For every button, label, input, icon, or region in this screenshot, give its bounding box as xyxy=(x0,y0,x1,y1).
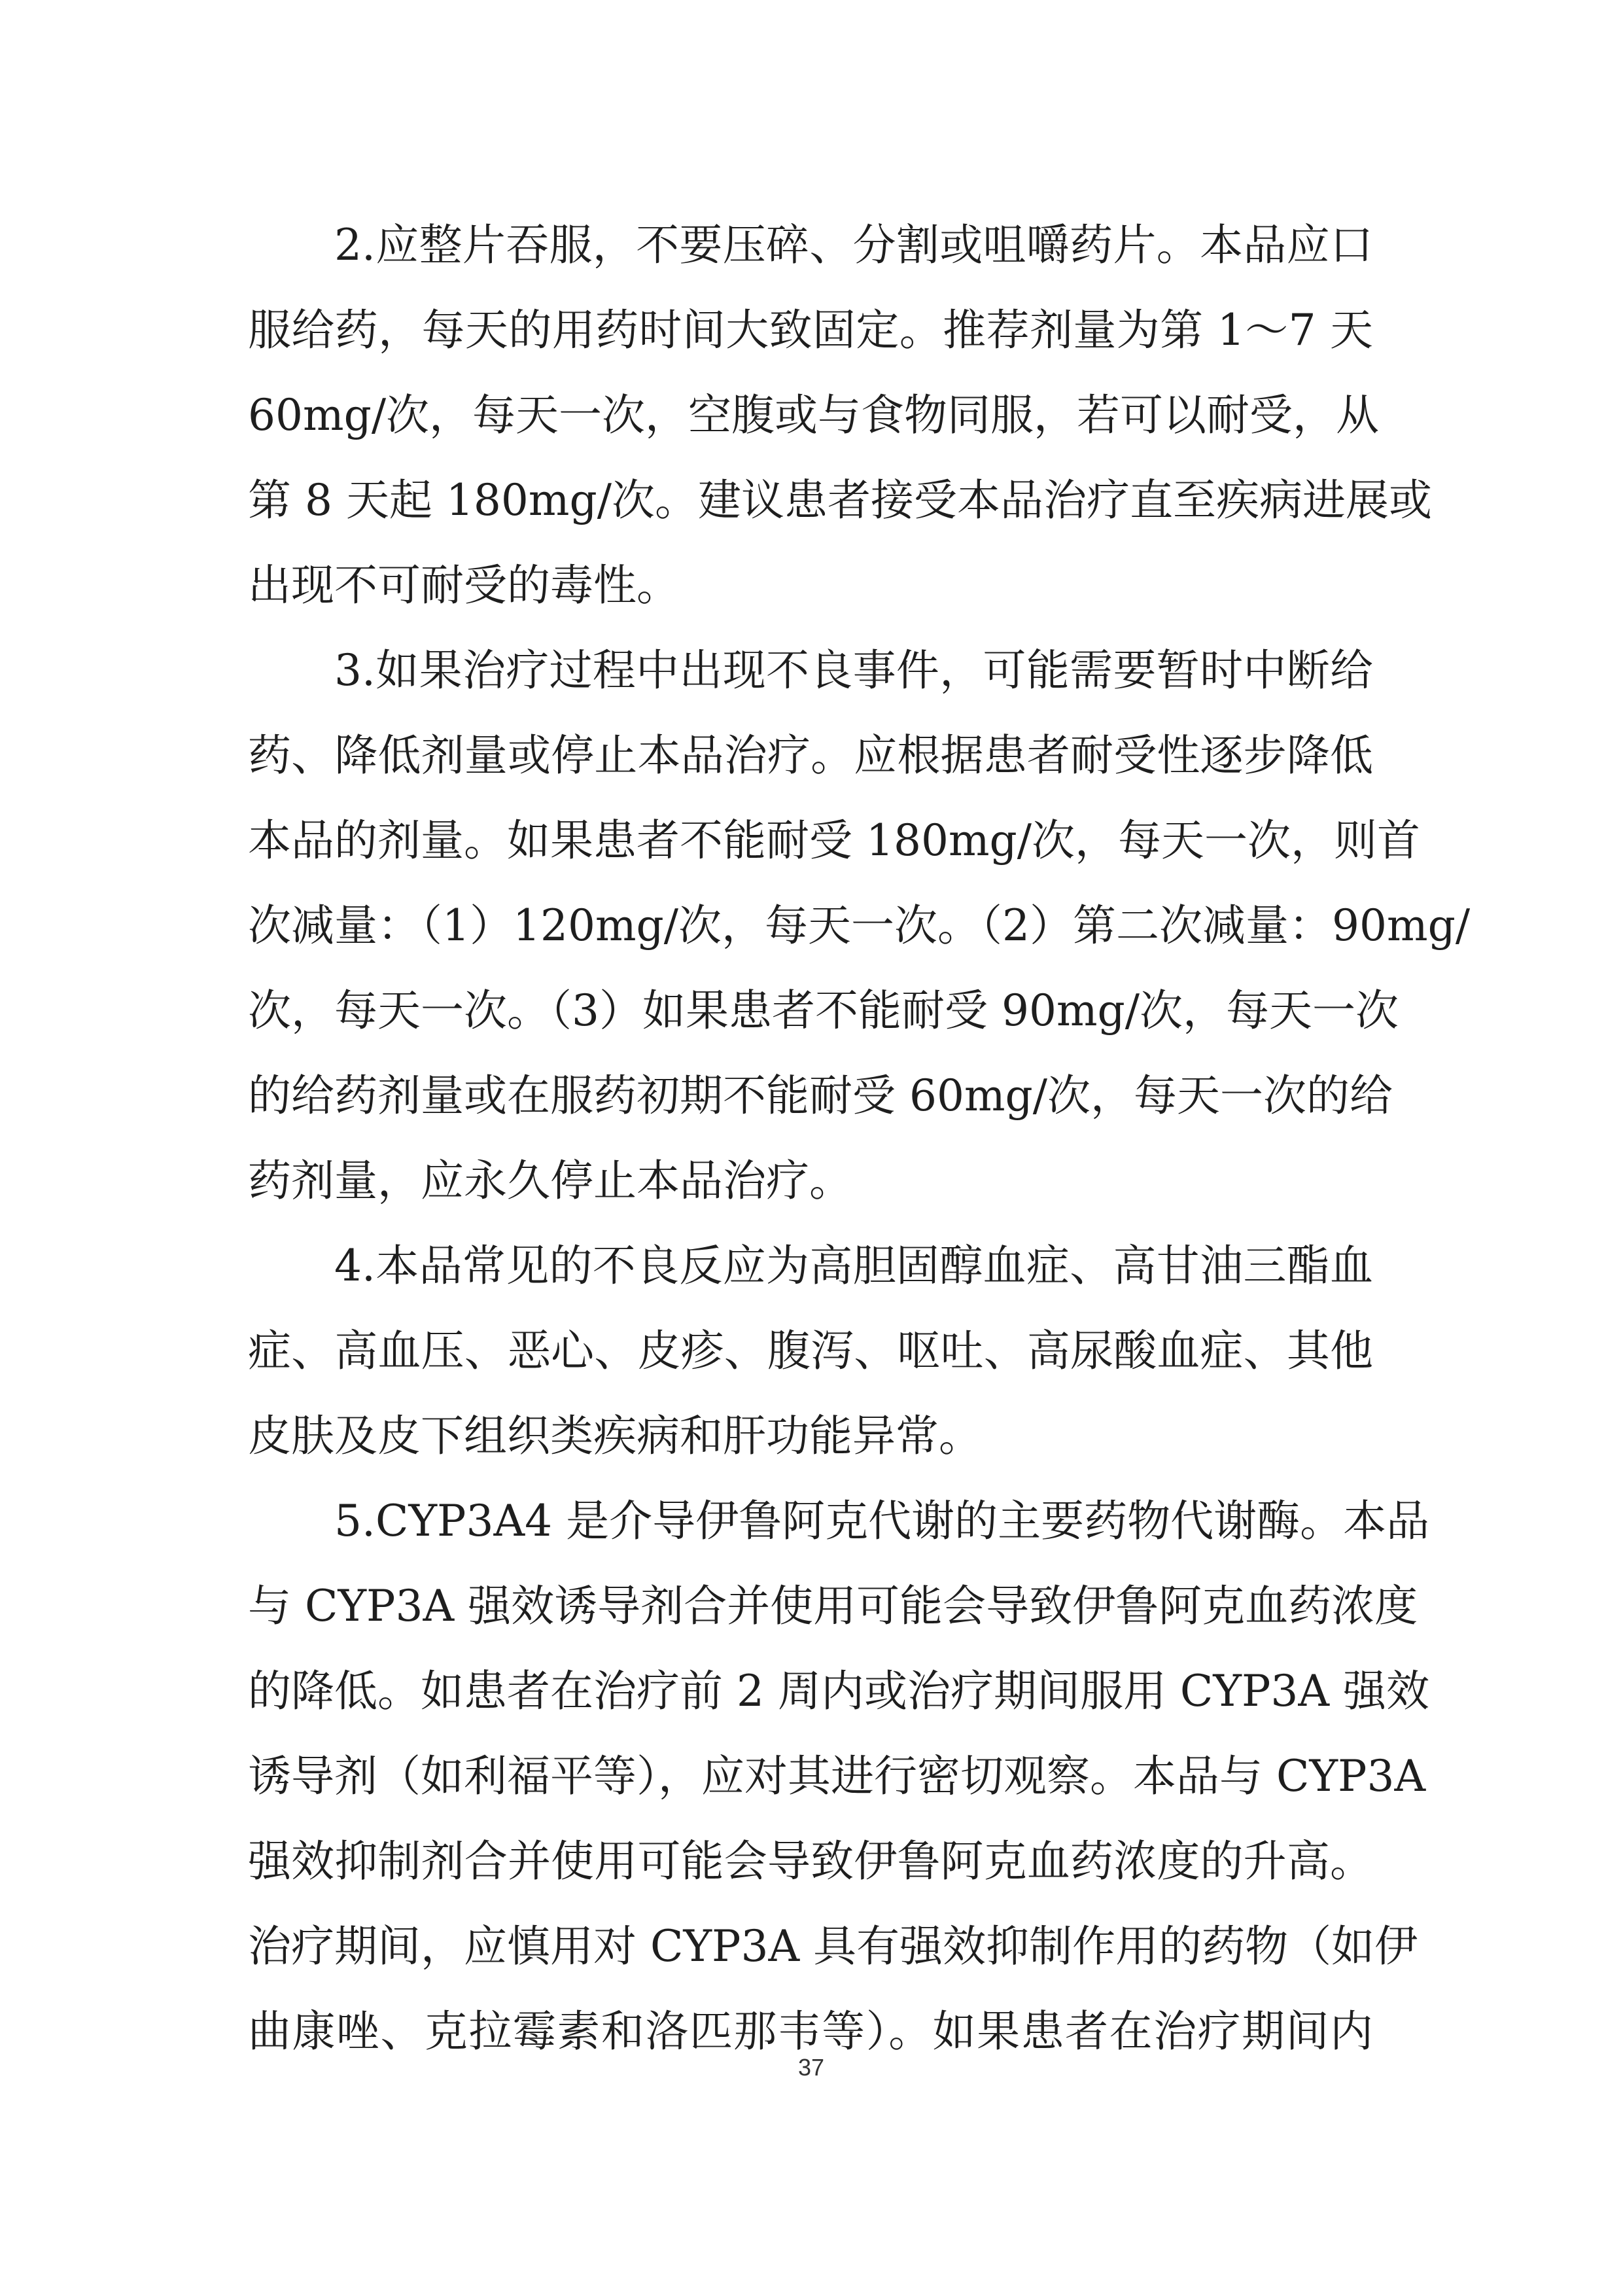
paragraph-3-line-7: 药剂量，应永久停止本品治疗。 xyxy=(248,1156,852,1206)
paragraph-5-line-2: 与 CYP3A 强效诱导剂合并使用可能会导致伊鲁阿克血药浓度 xyxy=(248,1581,1418,1631)
paragraph-3-line-1: 3.如果治疗过程中出现不良事件，可能需要暂时中断给 xyxy=(334,645,1373,696)
paragraph-3-line-5: 次，每天一次。（3）如果患者不能耐受 90mg/次，每天一次 xyxy=(248,985,1399,1036)
paragraph-5-line-4: 诱导剂（如利福平等），应对其进行密切观察。本品与 CYP3A xyxy=(248,1751,1426,1801)
paragraph-2-line-1: 2.应整片吞服，不要压碎、分割或咀嚼药片。本品应口 xyxy=(334,220,1373,270)
paragraph-3-line-2: 药、降低剂量或停止本品治疗。应根据患者耐受性逐步降低 xyxy=(248,730,1373,781)
paragraph-3-line-6: 的给药剂量或在服药初期不能耐受 60mg/次，每天一次的给 xyxy=(248,1070,1393,1121)
paragraph-4-line-2: 症、高血压、恶心、皮疹、腹泻、呕吐、高尿酸血症、其他 xyxy=(248,1326,1373,1376)
paragraph-4-line-3: 皮肤及皮下组织类疾病和肝功能异常。 xyxy=(248,1411,982,1461)
paragraph-2-line-2: 服给药，每天的用药时间大致固定。推荐剂量为第 1～7 天 xyxy=(248,305,1373,355)
paragraph-5-line-5: 强效抑制剂合并使用可能会导致伊鲁阿克血药浓度的升高。 xyxy=(248,1836,1373,1886)
page-number: 37 xyxy=(797,2054,825,2081)
paragraph-3-line-4: 次减量：（1）120mg/次，每天一次。（2）第二次减量：90mg/ xyxy=(248,900,1471,951)
paragraph-5-line-7: 曲康唑、克拉霉素和洛匹那韦等）。如果患者在治疗期间内 xyxy=(248,2006,1373,2057)
paragraph-5-line-6: 治疗期间，应慎用对 CYP3A 具有强效抑制作用的药物（如伊 xyxy=(248,1921,1418,1971)
paragraph-2-line-5: 出现不可耐受的毒性。 xyxy=(248,560,680,610)
paragraph-5-line-3: 的降低。如患者在治疗前 2 周内或治疗期间服用 CYP3A 强效 xyxy=(248,1666,1430,1716)
paragraph-5-line-1: 5.CYP3A4 是介导伊鲁阿克代谢的主要药物代谢酶。本品 xyxy=(334,1496,1430,1546)
paragraph-2-line-4: 第 8 天起 180mg/次。建议患者接受本品治疗直至疾病进展或 xyxy=(248,475,1432,525)
paragraph-3-line-3: 本品的剂量。如果患者不能耐受 180mg/次，每天一次，则首 xyxy=(248,815,1421,866)
paragraph-2-line-3: 60mg/次，每天一次，空腹或与食物同服，若可以耐受，从 xyxy=(248,390,1380,440)
paragraph-4-line-1: 4.本品常见的不良反应为高胆固醇血症、高甘油三酯血 xyxy=(334,1241,1373,1291)
